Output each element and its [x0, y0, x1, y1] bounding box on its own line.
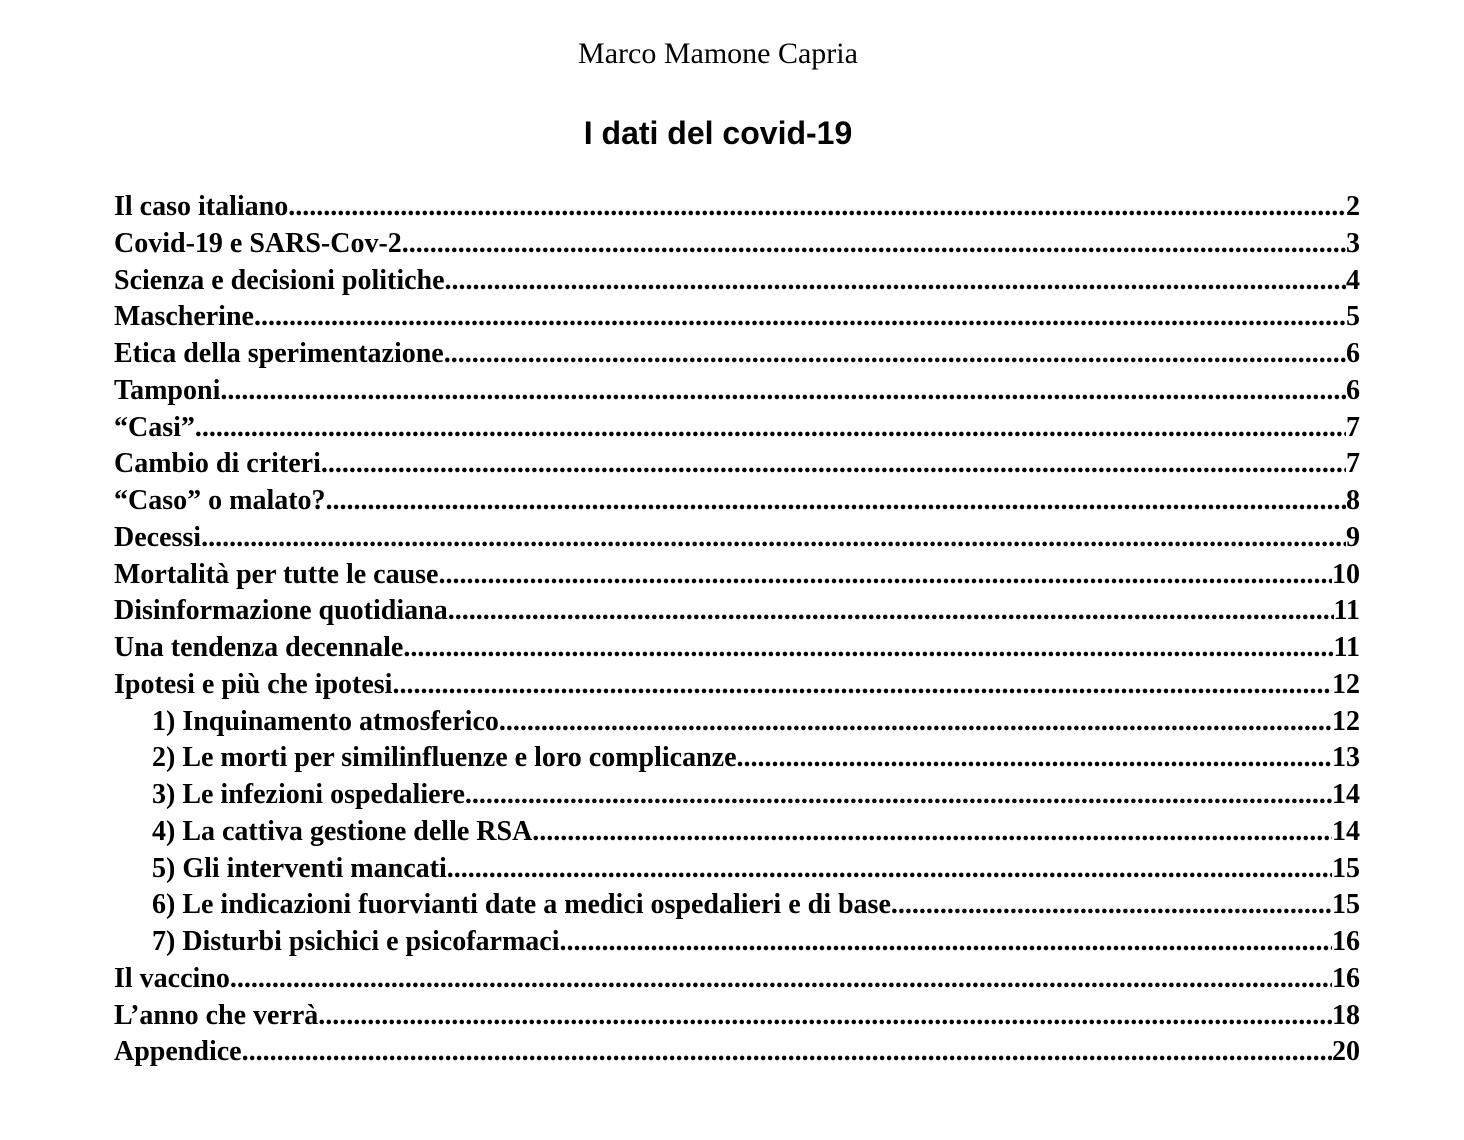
toc-dot-leader	[195, 410, 1346, 447]
toc-entry-label: Mortalità per tutte le cause	[114, 558, 439, 590]
toc-entry[interactable]	[114, 226, 1360, 263]
toc-entry[interactable]	[114, 593, 1360, 630]
toc-entry-page-number: 2	[1346, 191, 1360, 222]
toc-entry[interactable]	[114, 814, 1360, 851]
toc-entry-label: Covid-19 e SARS-Cov-2	[114, 227, 402, 259]
toc-entry[interactable]	[114, 336, 1360, 373]
toc-entry-label: Scienza e decisioni politiche	[114, 264, 445, 296]
toc-dot-leader	[288, 189, 1346, 226]
toc-dot-leader	[392, 667, 1332, 704]
toc-entry[interactable]	[114, 704, 1360, 741]
document-author: Marco Mamone Capria	[578, 37, 858, 70]
toc-entry-page-number: 16	[1332, 962, 1360, 994]
toc-dot-leader	[445, 263, 1346, 300]
toc-entry[interactable]	[114, 483, 1360, 520]
toc-dot-leader	[448, 593, 1334, 630]
toc-entry-label: Mascherine	[114, 301, 254, 333]
toc-entry[interactable]	[114, 887, 1360, 924]
toc-entry-page-number: 9	[1346, 521, 1360, 553]
toc-entry-label: 6) Le indicazioni fuorvianti date a medici ospedalieri e di base	[152, 889, 891, 921]
toc-entry-page-number: 14	[1332, 779, 1360, 810]
toc-entry-label: Decessi	[114, 521, 202, 553]
toc-entry[interactable]	[114, 1034, 1360, 1071]
toc-entry[interactable]	[114, 630, 1360, 667]
toc-entry-page-number: 18	[1332, 999, 1360, 1031]
toc-entry[interactable]	[114, 263, 1360, 300]
toc-entry[interactable]	[114, 410, 1360, 447]
toc-entry-page-number: 3	[1346, 227, 1360, 259]
toc-dot-leader	[891, 887, 1332, 924]
document-title: I dati del covid-19	[583, 115, 853, 151]
toc-entry-page-number: 5	[1346, 301, 1360, 333]
toc-entry[interactable]	[114, 446, 1360, 483]
toc-dot-leader	[201, 520, 1346, 557]
toc-entry-page-number: 11	[1333, 595, 1360, 627]
toc-entry-page-number: 11	[1333, 632, 1360, 663]
toc-entry-label: 3) Le infezioni ospedaliere	[152, 779, 465, 810]
toc-dot-leader	[447, 851, 1332, 888]
toc-entry-label: Ipotesi e più che ipotesi	[114, 668, 393, 700]
toc-entry-page-number: 6	[1346, 374, 1360, 406]
toc-entry-page-number: 12	[1332, 668, 1360, 700]
toc-dot-leader	[499, 704, 1332, 741]
toc-entry[interactable]	[114, 961, 1360, 998]
toc-entry-page-number: 13	[1332, 742, 1360, 774]
toc-entry-label: L’anno che verrà	[114, 999, 319, 1031]
toc-dot-leader	[465, 777, 1332, 814]
toc-entry-page-number: 16	[1332, 926, 1360, 957]
toc-entry-page-number: 7	[1346, 448, 1360, 480]
toc-dot-leader	[532, 814, 1332, 851]
toc-entry[interactable]	[114, 924, 1360, 961]
table-of-contents	[114, 189, 1360, 1071]
toc-dot-leader	[402, 226, 1346, 263]
toc-entry-page-number: 6	[1346, 338, 1360, 369]
toc-dot-leader	[403, 630, 1333, 667]
toc-entry-label: 4) La cattiva gestione delle RSA	[152, 815, 533, 847]
toc-entry-page-number: 8	[1346, 485, 1360, 516]
toc-dot-leader	[444, 336, 1346, 373]
toc-dot-leader	[321, 446, 1346, 483]
toc-entry-page-number: 10	[1332, 558, 1360, 590]
toc-entry[interactable]	[114, 557, 1360, 594]
toc-entry-page-number: 14	[1332, 815, 1360, 847]
toc-entry[interactable]	[114, 740, 1360, 777]
toc-entry[interactable]	[114, 777, 1360, 814]
toc-dot-leader	[439, 557, 1333, 594]
toc-entry-page-number: 7	[1346, 411, 1360, 443]
toc-entry[interactable]	[114, 189, 1360, 226]
toc-entry-page-number: 20	[1332, 1036, 1360, 1068]
toc-entry-label: Tamponi	[114, 374, 221, 406]
toc-entry-label: 7) Disturbi psichici e psicofarmaci	[152, 926, 560, 957]
toc-entry-page-number: 4	[1346, 264, 1360, 296]
toc-entry-label: Il caso italiano	[114, 191, 289, 222]
toc-entry-label: Disinformazione quotidiana	[114, 595, 448, 627]
toc-dot-leader	[254, 299, 1346, 336]
toc-entry-label: Il vaccino	[114, 962, 230, 994]
toc-entry-label: “Casi”	[114, 411, 195, 443]
toc-entry[interactable]	[114, 667, 1360, 704]
toc-dot-leader	[230, 961, 1332, 998]
toc-entry-page-number: 12	[1332, 705, 1360, 737]
toc-entry-label: 2) Le morti per similinfluenze e loro complicanze	[152, 742, 737, 774]
toc-entry[interactable]	[114, 998, 1360, 1035]
toc-entry[interactable]	[114, 851, 1360, 888]
toc-entry-page-number: 15	[1332, 889, 1360, 921]
toc-dot-leader	[220, 373, 1346, 410]
toc-entry[interactable]	[114, 373, 1360, 410]
toc-entry-label: 1) Inquinamento atmosferico	[152, 705, 499, 737]
toc-entry[interactable]	[114, 299, 1360, 336]
toc-entry-label: “Caso” o malato?	[114, 485, 326, 516]
toc-dot-leader	[560, 924, 1332, 961]
toc-entry-label: Etica della sperimentazione	[114, 338, 444, 369]
toc-entry-label: 5) Gli interventi mancati	[152, 852, 447, 884]
toc-dot-leader	[737, 740, 1332, 777]
toc-entry-label: Cambio di criteri	[114, 448, 321, 480]
toc-dot-leader	[318, 998, 1332, 1035]
toc-dot-leader	[242, 1034, 1332, 1071]
toc-entry-label: Appendice	[114, 1036, 242, 1068]
toc-entry[interactable]	[114, 520, 1360, 557]
toc-dot-leader	[326, 483, 1346, 520]
toc-entry-page-number: 15	[1332, 852, 1360, 884]
toc-entry-label: Una tendenza decennale	[114, 632, 404, 663]
